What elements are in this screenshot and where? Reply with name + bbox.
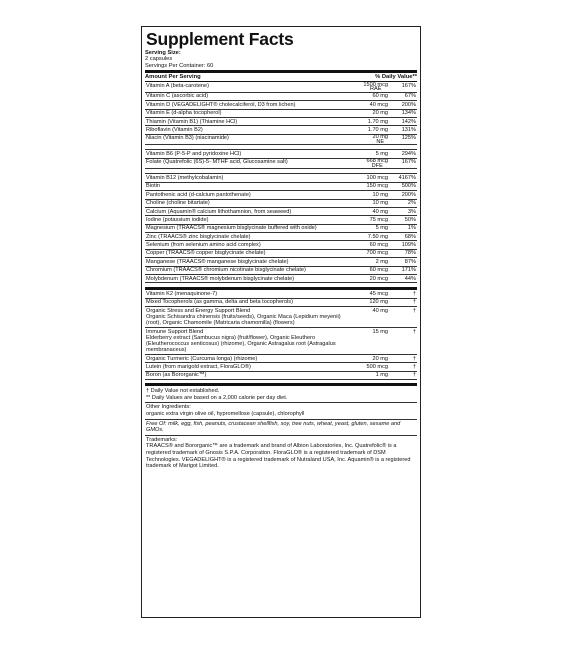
nutrient-dv: †	[412, 299, 416, 306]
supplement-facts-panel	[141, 26, 421, 618]
nutrient-row	[145, 216, 417, 224]
nutrient-name-line: Organic Turmeric (Curcuma longa) (rhizome)	[146, 355, 258, 362]
nutrient-row	[145, 258, 417, 266]
nutrient-name-line: Manganese (TRAACS® manganese bisglycinate chelate)	[146, 258, 289, 265]
nutrient-amount: 60 mcg	[369, 242, 388, 249]
nutrient-name-line: Vitamin B12 (methylcobalamin)	[146, 174, 224, 181]
nutrient-name	[145, 119, 348, 125]
panel-title: Supplement Facts	[146, 29, 294, 49]
nutrient-amount: 1 mg	[375, 372, 388, 379]
other-ingredients-text: organic extra virgin olive oil, hypromellose (capsule), chlorophyll	[146, 410, 305, 417]
nutrient-row	[145, 250, 417, 258]
nutrient-amount: 7.50 mg	[367, 233, 388, 240]
nutrient-dv: 50%	[404, 216, 416, 223]
nutrient-row	[145, 200, 417, 208]
nutrient-amount: 120 mg	[369, 299, 388, 306]
nutrient-name	[145, 93, 348, 99]
free-of-text: Free Of: milk, egg, fish, peanuts, crustacean shellfish, soy, tree nuts, wheat, yeast, gluten, sesame and GMOs.	[145, 419, 417, 434]
nutrient-dv: 3%	[407, 208, 416, 215]
dv-header: % Daily Value**	[375, 74, 417, 81]
nutrient-dv: †	[412, 363, 416, 370]
nutrient-amount: 60 mcg	[369, 267, 388, 274]
nutrient-name-line: Riboflavin (Vitamin B2)	[146, 126, 203, 133]
nutrient-dv: 200%	[401, 101, 416, 108]
nutrient-name-line: Boron (as Bororganic™)	[146, 372, 207, 379]
serving-size-label: Serving Size:	[145, 50, 181, 56]
nutrient-amount: 40 mg	[372, 208, 388, 215]
nutrient-dv: 44%	[404, 275, 416, 282]
nutrient-amount: 75 mcg	[369, 216, 388, 223]
nutrient-dv: 500%	[401, 183, 416, 190]
nutrient-dv: 294%	[401, 150, 416, 157]
nutrient-row	[145, 135, 417, 146]
nutrient-amount: 5 mg	[375, 150, 388, 157]
nutrient-row	[145, 183, 417, 191]
nutrient-name-line: Zinc (TRAACS® zinc bisglycinate chelate)	[146, 233, 251, 240]
nutrient-name-line: Selenium (from selenium amino acid complex)	[146, 242, 261, 249]
nutrient-row	[145, 110, 417, 118]
nutrient-amount: 40 mg	[372, 307, 388, 314]
nutrient-dv: 125%	[401, 135, 416, 142]
nutrient-name	[145, 209, 348, 215]
other-ingredients-section	[145, 402, 417, 417]
group-spacer-thick	[145, 283, 417, 290]
nutrient-dv: †	[412, 355, 416, 362]
nutrient-row	[145, 174, 417, 182]
trademarks-label: Trademarks:	[146, 436, 178, 443]
nutrient-row	[145, 355, 417, 363]
trademarks-section	[145, 435, 417, 470]
nutrient-amount: 10 mg	[372, 191, 388, 198]
nutrient-name	[145, 110, 348, 116]
nutrient-row	[145, 328, 417, 355]
nutrient-dv: 200%	[401, 191, 416, 198]
nutrient-amount: 20 mg	[372, 355, 388, 362]
nutrient-name-line: Folate (Quatrefolic (6S)-5- MTHF acid, Glucosamine salt)	[146, 159, 288, 166]
nutrient-name	[145, 276, 348, 282]
nutrient-amount: 15 mg	[372, 328, 388, 335]
nutrient-dv: 1%	[407, 225, 416, 232]
nutrient-row	[145, 208, 417, 216]
nutrient-name	[145, 151, 348, 157]
nutrient-row	[145, 241, 417, 249]
nutrient-name-line: Calcium (Aquamin® calcium lithothamnion, from seaweed)	[146, 208, 292, 215]
amount-unit-sub: NE	[376, 138, 385, 145]
blend-detail: Elderberry extract (Sambucus nigra) (fruit/flower), Organic Eleuthero (Eleutherococcus senticosus) (rhizome), Organic Astragalus root (Astragalus membranaceus)	[146, 334, 336, 354]
nutrient-name	[145, 372, 348, 378]
nutrient-name-line: Niacin (Vitamin B3) (niacinamide)	[146, 135, 229, 142]
amount-value: 668 mcg	[366, 158, 388, 165]
nutrient-group-2	[145, 150, 417, 169]
nutrient-amount	[348, 135, 392, 143]
footnotes	[145, 388, 417, 401]
nutrient-name-line: Vitamin E (d-alpha tocopherol)	[146, 110, 222, 117]
nutrient-row	[145, 93, 417, 101]
amount-header: Amount Per Serving	[145, 74, 201, 81]
nutrient-group-4	[145, 290, 417, 380]
nutrient-row	[145, 307, 417, 328]
nutrient-amount: 2 mg	[375, 258, 388, 265]
nutrient-dv: 171%	[401, 267, 416, 274]
nutrient-amount: 100 mcg	[366, 174, 388, 181]
nutrient-name	[145, 127, 348, 133]
amount-value: 1500 mcg	[363, 81, 388, 88]
nutrient-dv: 134%	[401, 110, 416, 117]
nutrient-name-line: Thiamin (Vitamin B1) (Thiamine HCl)	[146, 118, 238, 125]
amount-unit-sub: DFE	[371, 162, 383, 169]
nutrient-dv: 142%	[401, 118, 416, 125]
nutrient-row	[145, 290, 417, 298]
nutrient-amount: 1.70 mg	[367, 118, 388, 125]
nutrient-amount: 5 mg	[375, 225, 388, 232]
nutrient-row	[145, 159, 417, 170]
nutrient-name	[145, 234, 348, 240]
nutrient-name-line: Biotin	[146, 183, 160, 190]
nutrient-dv: †	[412, 307, 416, 314]
nutrient-dv: 2%	[407, 200, 416, 207]
nutrient-row	[145, 191, 417, 199]
divider-thick	[145, 383, 417, 386]
nutrient-group-1	[145, 82, 417, 145]
nutrient-name	[145, 364, 348, 370]
nutrient-row	[145, 82, 417, 93]
nutrient-row	[145, 299, 417, 307]
nutrient-dv: 167%	[401, 159, 416, 166]
nutrient-name	[145, 299, 348, 305]
nutrient-name	[145, 267, 348, 273]
nutrient-name	[145, 102, 348, 108]
nutrient-name-line: Magnesium (TRAACS® magnesium bisglycinate buffered with oxide)	[146, 225, 317, 232]
nutrient-dv: 87%	[404, 258, 416, 265]
nutrient-name	[145, 159, 348, 167]
nutrient-name	[145, 356, 348, 362]
nutrient-row	[145, 363, 417, 371]
nutrient-amount: 10 mg	[372, 200, 388, 207]
nutrient-name	[145, 291, 348, 297]
nutrient-name	[145, 175, 348, 181]
nutrient-dv: 78%	[404, 250, 416, 257]
nutrient-row	[145, 267, 417, 275]
nutrient-dv: 131%	[401, 126, 416, 133]
nutrient-amount: 20 mcg	[369, 275, 388, 282]
nutrient-name-line: Vitamin K2 (menaquinone-7)	[146, 291, 218, 298]
nutrient-name-line: Vitamin B6 (P-5-P and pyridoxine HCl)	[146, 150, 242, 157]
other-ingredients-label: Other Ingredients:	[146, 404, 191, 411]
trademarks-text: TRAACS® and Bororganic™ are a trademark and brand of Albion Laboratories, Inc. Quatrefolic® is a registered trademark of Gnosis S.P.A. Corporation. FloraGLO® is a registered trademark of DSM Technologies. VEGADELIGHT® is a registered trademark of Nutraland USA, Inc. Aquamin® is a registered trademark of Marigot Limited.	[146, 443, 411, 470]
nutrient-name-line: Vitamin C (ascorbic acid)	[146, 93, 209, 100]
nutrient-amount: 150 mcg	[366, 183, 388, 190]
nutrient-amount: 40 mcg	[369, 101, 388, 108]
nutrient-dv: 109%	[401, 242, 416, 249]
nutrient-name-line: Organic Stress and Energy Support Blend	[146, 307, 251, 314]
nutrient-name	[145, 329, 348, 354]
nutrient-amount: 45 mcg	[369, 291, 388, 298]
nutrient-amount: 1.70 mg	[367, 126, 388, 133]
blend-detail: Organic Schisandra chinensis (fruits/seeds), Organic Maca (Lepidium meyenii) (root), Organic Chamomile (Matricaria chamomilla) (flowers)	[146, 314, 341, 327]
nutrient-dv: †	[412, 291, 416, 298]
nutrient-name-line: Vitamin D (VEGADELIGHT® cholecalciferol, D3 from lichen)	[146, 101, 296, 108]
nutrient-name	[145, 250, 348, 256]
footnote-dagger: † Daily Value not established.	[146, 388, 220, 395]
nutrient-amount: 60 mg	[372, 93, 388, 100]
nutrient-row	[145, 233, 417, 241]
nutrient-name	[145, 217, 348, 223]
nutrient-dv: 167%	[401, 82, 416, 89]
nutrient-name	[145, 242, 348, 248]
nutrient-name-line: Mixed Tocopherols (as gamma, delta and beta tocopherols)	[146, 299, 293, 306]
nutrient-amount	[348, 159, 392, 167]
nutrient-name	[145, 192, 348, 198]
nutrient-name-line: Iodine (potassium iodide)	[146, 216, 209, 223]
nutrient-row	[145, 225, 417, 233]
nutrient-name	[145, 225, 348, 231]
nutrient-amount	[348, 83, 392, 91]
nutrient-name-line: Lutein (from marigold extract, FloraGLO®)	[146, 363, 251, 370]
nutrient-name-line: Pantothenic acid (d-calcium pantothenate)	[146, 191, 251, 198]
nutrient-name-line: Immune Support Blend	[146, 328, 204, 335]
nutrient-name-line: Molybdenum (TRAACS® molybdenum bisglycinate chelate)	[146, 275, 295, 282]
nutrient-dv: 4167%	[398, 174, 416, 181]
nutrient-dv: 67%	[404, 93, 416, 100]
nutrient-name	[145, 308, 348, 327]
servings-per-container: Servings Per Container: 60	[145, 62, 214, 69]
nutrient-name-line: Copper (TRAACS® copper bisglycinate chelate)	[146, 250, 266, 257]
nutrient-name-line: Chromium (TRAACS® chromium nicotinate bisglycinate chelate)	[146, 267, 306, 274]
nutrient-amount: 20 mg	[372, 110, 388, 117]
nutrient-row	[145, 101, 417, 109]
nutrient-name	[145, 200, 348, 206]
amount-unit-sub: RAE	[369, 86, 382, 93]
serving-size-value: 2 capsules	[145, 56, 173, 63]
nutrient-group-3	[145, 174, 417, 283]
nutrient-name-line: Choline (choline bitartate)	[146, 200, 210, 207]
nutrient-dv: 68%	[404, 233, 416, 240]
nutrient-dv: †	[412, 372, 416, 379]
amount-value: 20 mg	[372, 134, 388, 141]
nutrient-row	[145, 118, 417, 126]
nutrient-dv: †	[412, 328, 416, 335]
nutrient-name	[145, 83, 348, 91]
nutrient-name	[145, 135, 348, 143]
nutrient-amount: 700 mcg	[366, 250, 388, 257]
nutrient-name	[145, 183, 348, 189]
nutrient-name-line: Vitamin A (beta-carotene)	[146, 82, 210, 89]
footnote-dv: ** Daily Values are based on a 2,000 calorie per day diet.	[146, 394, 288, 401]
nutrient-row	[145, 275, 417, 283]
nutrient-row	[145, 372, 417, 380]
nutrient-name	[145, 259, 348, 265]
nutrient-amount: 500 mcg	[366, 363, 388, 370]
